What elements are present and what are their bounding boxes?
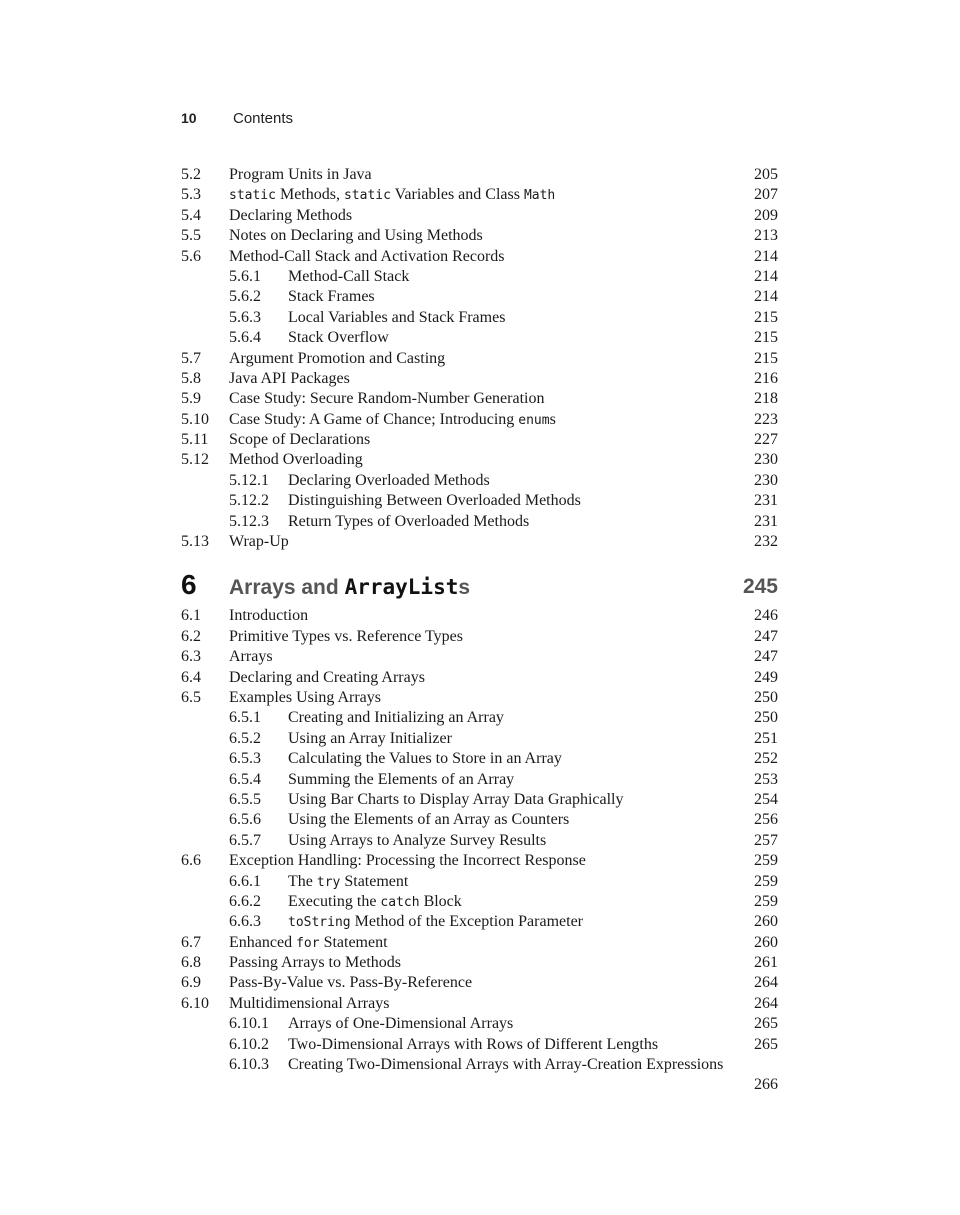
section-number: 5.12.1 <box>229 471 269 489</box>
section-page-number: 250 <box>754 709 778 727</box>
section-page-number: 249 <box>754 668 778 686</box>
code-term: static <box>343 188 391 204</box>
section-number: 6.6.2 <box>229 892 261 910</box>
section-title: The try Statement <box>288 872 409 890</box>
toc-section-entry[interactable] <box>181 430 778 450</box>
section-title: Using Arrays to Analyze Survey Results <box>288 831 547 849</box>
section-title: Using an Array Initializer <box>288 729 452 747</box>
toc-subsection-entry[interactable] <box>181 831 778 851</box>
toc-section-entry[interactable] <box>181 606 778 626</box>
toc-section-entry[interactable] <box>181 206 778 226</box>
toc-section-entry[interactable] <box>181 226 778 246</box>
section-page-number: 215 <box>754 308 778 326</box>
section-page-number: 246 <box>754 607 778 625</box>
toc-subsection-entry[interactable] <box>181 267 778 287</box>
section-number: 6.10.3 <box>229 1056 269 1074</box>
toc-subsection-entry[interactable] <box>181 729 778 749</box>
page-number: 10 <box>181 110 197 126</box>
section-title: Distinguishing Between Overloaded Methods <box>288 492 581 510</box>
code-term: try <box>316 874 341 890</box>
section-page-number: 213 <box>754 227 778 245</box>
section-title: Executing the catch Block <box>288 892 462 910</box>
section-page-number: 232 <box>754 533 778 551</box>
section-page-number: 223 <box>754 410 778 428</box>
toc-subsection-entry[interactable] <box>181 328 778 348</box>
toc-section-entry[interactable] <box>181 668 778 688</box>
toc-section-entry[interactable] <box>181 410 778 430</box>
toc-subsection-entry[interactable] <box>181 491 778 511</box>
section-page-number: 259 <box>754 872 778 890</box>
section-number: 5.5 <box>181 227 201 245</box>
chapter-number: 6 <box>181 569 197 601</box>
section-page-number: 266 <box>754 1076 778 1094</box>
section-page-number: 264 <box>754 974 778 992</box>
section-page-number: 264 <box>754 994 778 1012</box>
section-number: 5.6.4 <box>229 329 261 347</box>
section-title: Summing the Elements of an Array <box>288 770 515 788</box>
section-title: static Methods, static Variables and Class Math <box>229 186 556 204</box>
section-title: Calculating the Values to Store in an Array <box>288 750 562 768</box>
section-title: Declaring Methods <box>229 206 353 224</box>
section-number: 5.13 <box>181 533 209 551</box>
section-title: Introduction <box>229 607 309 625</box>
section-page-number: 247 <box>754 648 778 666</box>
toc-subsection-entry[interactable] <box>181 1035 778 1055</box>
section-number: 5.6.2 <box>229 288 261 306</box>
section-title: Multidimensional Arrays <box>229 994 390 1012</box>
section-title: Wrap-Up <box>229 533 289 551</box>
chapter-title-code: ArrayList <box>344 575 459 600</box>
section-title: Method Overloading <box>229 451 363 469</box>
toc-section-entry[interactable] <box>181 369 778 389</box>
section-title: Stack Overflow <box>288 329 389 347</box>
section-page-number: 261 <box>754 954 778 972</box>
code-term: enum <box>518 412 550 428</box>
section-number: 6.10.1 <box>229 1015 269 1033</box>
section-number: 6.4 <box>181 668 201 686</box>
section-number: 6.5.2 <box>229 729 261 747</box>
code-term: toString <box>288 915 351 931</box>
section-title: Declaring and Creating Arrays <box>229 668 425 686</box>
section-number: 5.11 <box>181 431 209 449</box>
toc-section-entry[interactable] <box>181 185 778 205</box>
section-title: Exception Handling: Processing the Incorrect Response <box>229 852 586 870</box>
section-page-number: 205 <box>754 166 778 183</box>
code-term: Math <box>523 188 556 204</box>
section-title: Examples Using Arrays <box>229 688 381 706</box>
section-number: 5.10 <box>181 410 209 428</box>
section-number: 6.10 <box>181 994 209 1012</box>
section-number: 5.2 <box>181 166 201 183</box>
toc-subsection-entry[interactable] <box>181 471 778 491</box>
chapter-title: Arrays and ArrayLists <box>229 575 471 600</box>
section-page-number: 260 <box>754 913 778 931</box>
section-title: Case Study: A Game of Chance; Introducing enums <box>229 410 556 428</box>
toc-section-entry[interactable] <box>181 165 778 185</box>
section-number: 5.12 <box>181 451 209 469</box>
section-title: Return Types of Overloaded Methods <box>288 512 530 530</box>
toc-section-entry[interactable] <box>181 933 778 953</box>
section-title: Primitive Types vs. Reference Types <box>229 627 464 645</box>
section-page-number: 254 <box>754 790 778 808</box>
section-title: Arrays of One-Dimensional Arrays <box>288 1015 514 1033</box>
toc-section-entry[interactable] <box>181 953 778 973</box>
section-page-number: 227 <box>754 431 778 449</box>
section-number: 5.6.3 <box>229 308 261 326</box>
toc-subsection-entry[interactable] <box>181 770 778 790</box>
toc-section-entry[interactable] <box>181 450 778 470</box>
section-page-number: 260 <box>754 933 778 951</box>
code-term: catch <box>380 894 420 910</box>
toc-subsection-entry[interactable] <box>181 892 778 912</box>
section-title: Creating Two-Dimensional Arrays with Array-Creation Expressions <box>288 1056 724 1074</box>
section-title: Two-Dimensional Arrays with Rows of Different Lengths <box>288 1035 659 1053</box>
toc-section-entry[interactable] <box>181 532 778 552</box>
section-page-number: 214 <box>754 247 778 265</box>
section-page-number: 231 <box>754 512 778 530</box>
toc-subsection-entry[interactable] <box>181 912 778 932</box>
section-title: Method-Call Stack and Activation Records <box>229 247 505 265</box>
section-page-number: 257 <box>754 831 778 849</box>
section-number: 5.6 <box>181 247 201 265</box>
toc-section-entry[interactable] <box>181 627 778 647</box>
section-title: Using Bar Charts to Display Array Data Graphically <box>288 790 624 808</box>
section-page-number: 259 <box>754 852 778 870</box>
section-title: Passing Arrays to Methods <box>229 954 401 972</box>
section-number: 6.5 <box>181 688 201 706</box>
section-page-number: 247 <box>754 627 778 645</box>
section-page-number: 214 <box>754 267 778 285</box>
section-number: 5.8 <box>181 369 201 387</box>
toc-section-entry[interactable] <box>181 973 778 993</box>
code-term: static <box>229 188 276 204</box>
section-number: 6.5.7 <box>229 831 261 849</box>
section-title: Enhanced for Statement <box>229 933 388 951</box>
section-title: toString Method of the Exception Parameter <box>288 913 583 931</box>
chapter-heading[interactable] <box>181 569 778 606</box>
section-number: 6.3 <box>181 648 201 666</box>
section-title: Java API Packages <box>229 369 350 387</box>
section-title: Using the Elements of an Array as Counters <box>288 811 570 829</box>
section-page-number: 251 <box>754 729 778 747</box>
section-number: 6.5.4 <box>229 770 261 788</box>
toc-subsection-entry[interactable] <box>181 287 778 307</box>
section-page-number: 214 <box>754 288 778 306</box>
section-page-number: 230 <box>754 471 778 489</box>
section-number: 6.1 <box>181 607 201 625</box>
section-number: 6.8 <box>181 954 201 972</box>
toc-subsection-entry[interactable] <box>181 708 778 728</box>
section-title: Method-Call Stack <box>288 267 410 285</box>
section-number: 6.7 <box>181 933 201 951</box>
toc-subsection-entry[interactable] <box>181 790 778 810</box>
toc-subsection-entry[interactable] <box>181 810 778 830</box>
toc-section-entry[interactable] <box>181 851 778 871</box>
section-number: 6.6 <box>181 852 201 870</box>
section-number: 5.9 <box>181 390 201 408</box>
section-page-number: 209 <box>754 206 778 224</box>
section-number: 6.6.3 <box>229 913 261 931</box>
section-number: 6.5.3 <box>229 750 261 768</box>
section-number: 6.5.6 <box>229 811 261 829</box>
section-title: Argument Promotion and Casting <box>229 349 446 367</box>
section-number: 6.5.5 <box>229 790 261 808</box>
toc-subsection-entry[interactable] <box>181 749 778 769</box>
section-title: Program Units in Java <box>229 166 372 183</box>
section-page-number: 265 <box>754 1015 778 1033</box>
section-page-number: 252 <box>754 750 778 768</box>
section-title: Stack Frames <box>288 288 375 306</box>
section-page-number: 265 <box>754 1035 778 1053</box>
toc-subsection-entry[interactable] <box>181 512 778 532</box>
toc-subsection-entry[interactable] <box>181 1055 778 1096</box>
section-number: 5.4 <box>181 206 201 224</box>
code-term: for <box>296 935 320 951</box>
section-page-number: 216 <box>754 369 778 387</box>
chapter-page-number: 245 <box>742 575 778 599</box>
section-page-number: 253 <box>754 770 778 788</box>
section-title: Declaring Overloaded Methods <box>288 471 490 489</box>
section-number: 5.3 <box>181 186 201 204</box>
running-title: Contents <box>233 110 294 127</box>
section-number: 5.7 <box>181 349 201 367</box>
section-number: 6.2 <box>181 627 201 645</box>
toc-section-entry[interactable] <box>181 688 778 708</box>
section-number: 6.6.1 <box>229 872 261 890</box>
toc-subsection-entry[interactable] <box>181 872 778 892</box>
section-title: Case Study: Secure Random-Number Generation <box>229 390 545 408</box>
section-title: Scope of Declarations <box>229 431 371 449</box>
section-page-number: 256 <box>754 811 778 829</box>
toc-subsection-entry[interactable] <box>181 308 778 328</box>
section-number: 6.10.2 <box>229 1035 269 1053</box>
section-number: 5.12.2 <box>229 492 269 510</box>
section-number: 5.6.1 <box>229 267 261 285</box>
section-page-number: 218 <box>754 390 778 408</box>
section-page-number: 231 <box>754 492 778 510</box>
section-page-number: 230 <box>754 451 778 469</box>
section-title: Notes on Declaring and Using Methods <box>229 227 483 245</box>
section-page-number: 250 <box>754 688 778 706</box>
section-number: 5.12.3 <box>229 512 269 530</box>
toc-section-entry[interactable] <box>181 647 778 667</box>
section-page-number: 259 <box>754 892 778 910</box>
section-number: 6.9 <box>181 974 201 992</box>
section-page-number: 207 <box>754 186 778 204</box>
section-title: Local Variables and Stack Frames <box>288 308 506 326</box>
section-number: 6.5.1 <box>229 709 261 727</box>
table-of-contents <box>181 165 778 1096</box>
section-title: Pass-By-Value vs. Pass-By-Reference <box>229 974 473 992</box>
running-header <box>181 110 293 127</box>
section-title: Creating and Initializing an Array <box>288 709 504 727</box>
toc-section-entry[interactable] <box>181 247 778 267</box>
toc-section-entry[interactable] <box>181 389 778 409</box>
toc-section-entry[interactable] <box>181 349 778 369</box>
toc-section-entry[interactable] <box>181 994 778 1014</box>
section-page-number: 215 <box>754 329 778 347</box>
section-title: Arrays <box>229 648 273 666</box>
section-page-number: 215 <box>754 349 778 367</box>
toc-subsection-entry[interactable] <box>181 1014 778 1034</box>
